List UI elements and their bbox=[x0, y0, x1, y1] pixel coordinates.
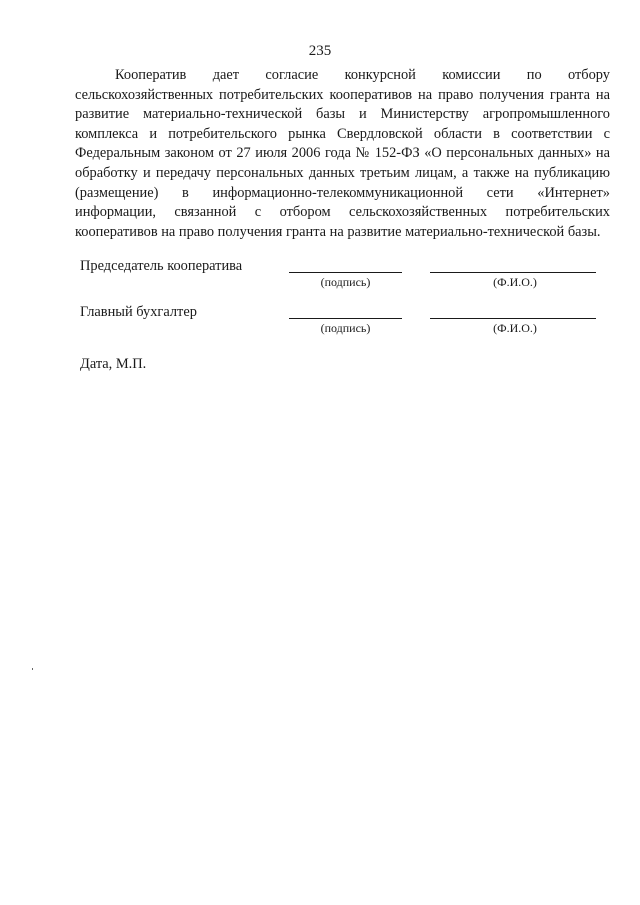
accountant-name-caption: (Ф.И.О.) bbox=[493, 321, 537, 335]
accountant-name-line bbox=[430, 318, 596, 319]
page-number: 235 bbox=[308, 43, 332, 59]
chairman-signature-caption: (подпись) bbox=[320, 275, 371, 289]
chairman-signature-line bbox=[289, 272, 402, 273]
consent-paragraph: Кооператив дает согласие конкурсной комиссии по отбору сельскохозяйственных потребительских кооперативов на право получения гранта на развитие материально-технической базы и Министерству агропромышленного комплекса и потребительского рынка Свердловской области в соответствии с Федеральным законом от 27 июля 2006 года № 152-ФЗ «О персональных данных» на обработку и передачу персональных данных третьим лицам, а также на публикацию (размещение) в информационно-телекоммуникационной сети «Интернет» информации, связанной с отбором сельскохозяйственных потребительских кооперативов на право получения гранта на развитие материально-технической базы. bbox=[75, 67, 610, 240]
accountant-signature-block bbox=[80, 303, 600, 343]
chairman-signature-block bbox=[80, 257, 600, 297]
accountant-signature-line bbox=[289, 318, 402, 319]
chairman-label: Председатель кооператива bbox=[80, 258, 243, 274]
chairman-name-caption: (Ф.И.О.) bbox=[493, 275, 537, 289]
scan-speck bbox=[32, 668, 33, 670]
date-stamp-label: Дата, М.П. bbox=[80, 356, 147, 372]
accountant-label: Главный бухгалтер bbox=[80, 304, 197, 320]
accountant-signature-caption: (подпись) bbox=[320, 321, 371, 335]
chairman-name-line bbox=[430, 272, 596, 273]
